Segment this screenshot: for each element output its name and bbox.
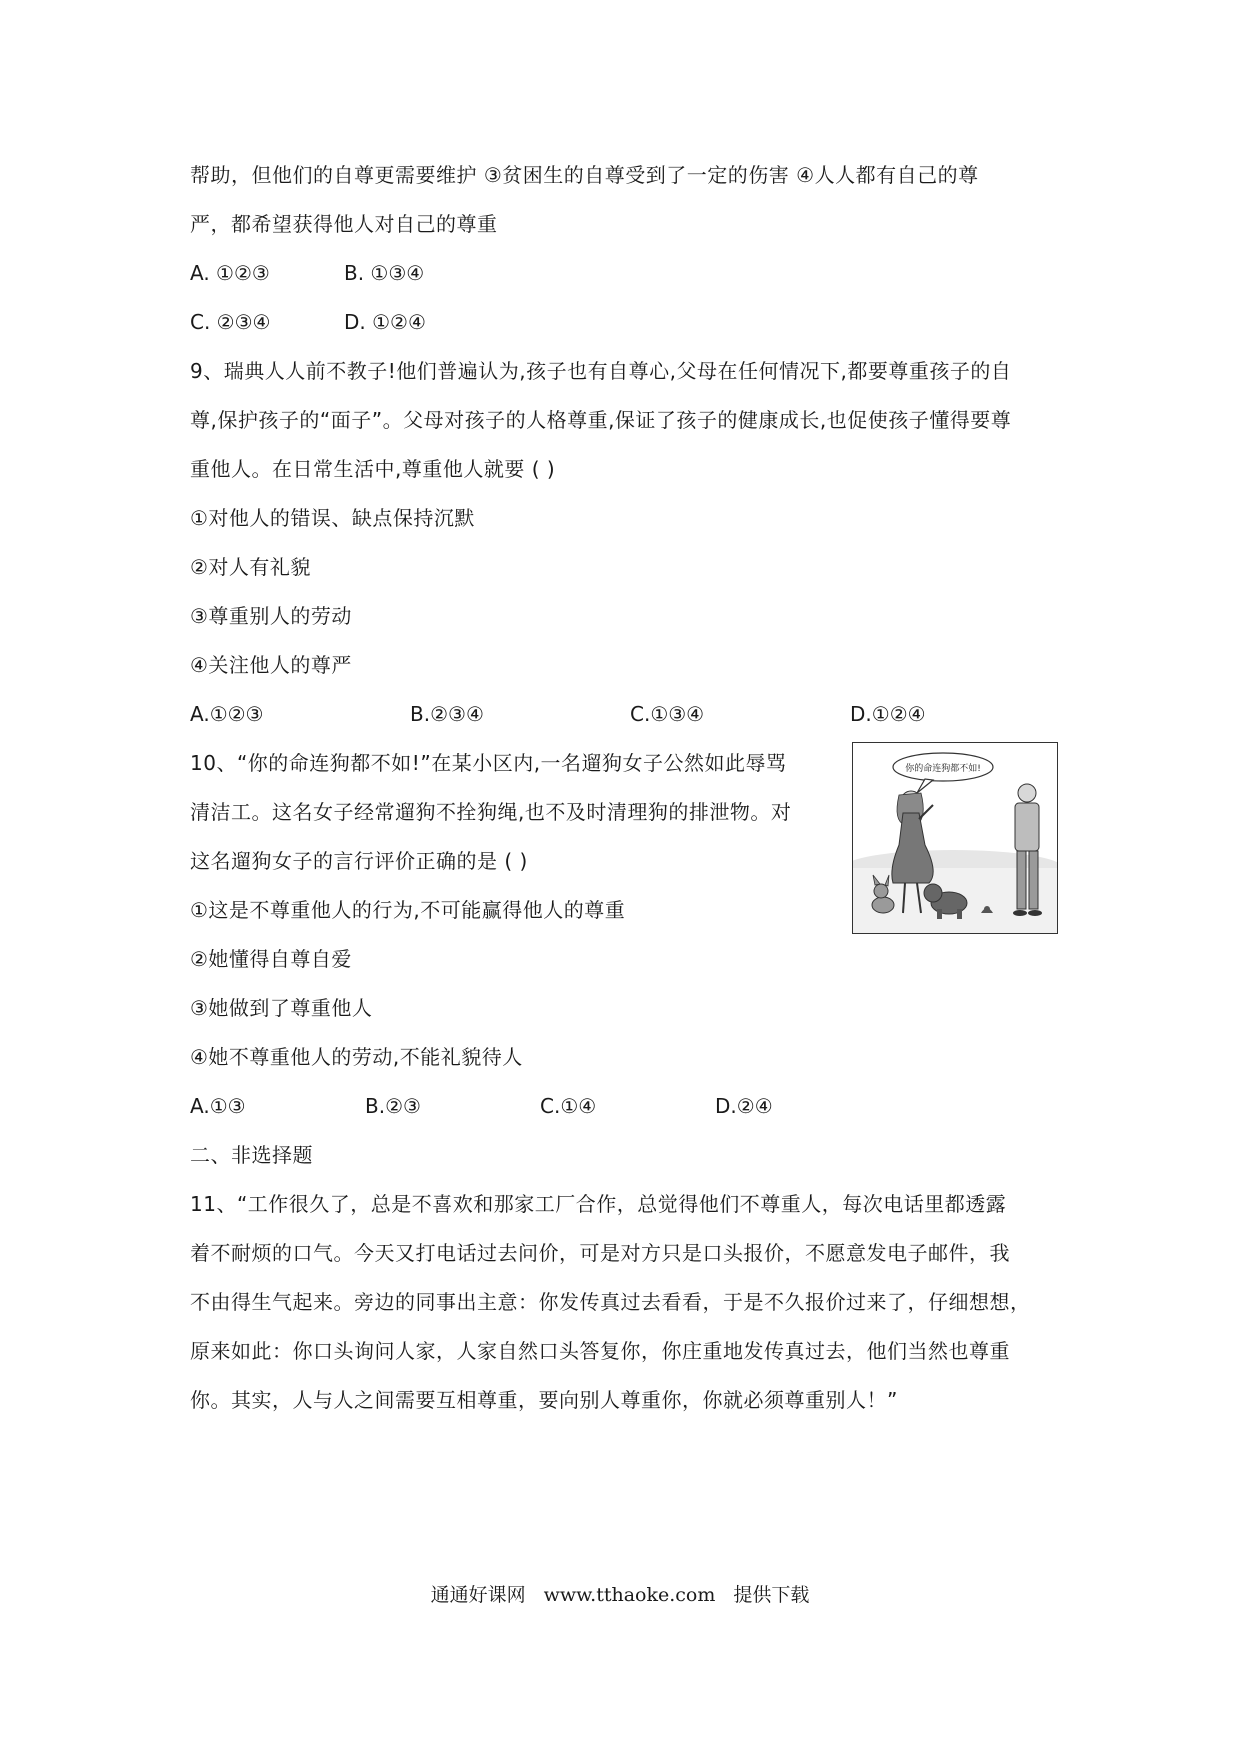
q11-line-1: 11、“工作很久了，总是不喜欢和那家工厂合作，总觉得他们不尊重人，每次电话里都透露 [190, 1192, 1007, 1216]
speech-bubble-text: 你的命连狗都不如! [905, 764, 981, 774]
footer-site-name: 通通好课网 [430, 1584, 526, 1606]
q11-line-5: 你。其实，人与人之间需要互相尊重，要向别人尊重你，你就必须尊重别人！” [190, 1388, 898, 1412]
q10-statement-2: ②她懂得自尊自爱 [190, 947, 352, 971]
q10-statement-4: ④她不尊重他人的劳动,不能礼貌待人 [190, 1045, 523, 1069]
footer-suffix: 提供下载 [733, 1584, 810, 1606]
q9-statement-3: ③尊重别人的劳动 [190, 604, 352, 628]
q10-option-c: C.①④ [540, 1094, 597, 1118]
q8-stem-line-2: 严，都希望获得他人对自己的尊重 [190, 212, 498, 236]
q9-stem-line-1: 9、瑞典人人前不教子!他们普遍认为,孩子也有自尊心,父母在任何情况下,都要尊重孩子的自 [190, 359, 1012, 383]
q10-stem-line-2: 清洁工。这名女子经常遛狗不拴狗绳,也不及时清理狗的排泄物。对 [190, 800, 792, 824]
q9-option-d: D.①②④ [850, 702, 926, 726]
q9-stem-line-2: 尊,保护孩子的“面子”。父母对孩子的人格尊重,保证了孩子的健康成长,也促使孩子懂得要尊 [190, 408, 1012, 432]
q9-option-c: C.①③④ [630, 702, 705, 726]
q10-stem-line-1: 10、“你的命连狗都不如!”在某小区内,一名遛狗女子公然如此辱骂 [190, 751, 787, 775]
q8-option-a: A. ①②③ [190, 261, 270, 285]
q10-option-b: B.②③ [365, 1094, 421, 1118]
section-heading-non-choice: 二、非选择题 [190, 1143, 313, 1167]
q10-option-d: D.②④ [715, 1094, 773, 1118]
q10-statement-1: ①这是不尊重他人的行为,不可能赢得他人的尊重 [190, 898, 626, 922]
q9-option-b: B.②③④ [410, 702, 484, 726]
footer-url: www.tthaoke.com [543, 1584, 716, 1606]
q8-option-d: D. ①②④ [344, 310, 426, 334]
q8-stem-line-1: 帮助，但他们的自尊更需要维护 ③贫困生的自尊受到了一定的伤害 ④人人都有自己的尊 [190, 163, 979, 187]
q10-illustration [852, 742, 1058, 934]
q9-option-a: A.①②③ [190, 702, 264, 726]
q8-option-b: B. ①③④ [344, 261, 425, 285]
q9-statement-1: ①对他人的错误、缺点保持沉默 [190, 506, 475, 530]
q11-line-2: 着不耐烦的口气。今天又打电话过去问价，可是对方只是口头报价，不愿意发电子邮件，我 [190, 1241, 1010, 1265]
q10-option-a: A.①③ [190, 1094, 246, 1118]
q9-statement-2: ②对人有礼貌 [190, 555, 311, 579]
q8-option-c: C. ②③④ [190, 310, 271, 334]
q10-statement-3: ③她做到了尊重他人 [190, 996, 373, 1020]
q9-statement-4: ④关注他人的尊严 [190, 653, 352, 677]
cartoon-scene-image [853, 743, 1057, 933]
q9-stem-line-3: 重他人。在日常生活中,尊重他人就要 ( ) [190, 457, 556, 481]
page-footer [0, 1580, 1240, 1607]
q11-line-3: 不由得生气起来。旁边的同事出主意：你发传真过去看看，于是不久报价过来了，仔细想想， [190, 1290, 1031, 1314]
q11-line-4: 原来如此：你口头询问人家，人家自然口头答复你，你庄重地发传真过去，他们当然也尊重 [190, 1339, 1010, 1363]
q10-stem-line-3: 这名遛狗女子的言行评价正确的是 ( ) [190, 849, 528, 873]
